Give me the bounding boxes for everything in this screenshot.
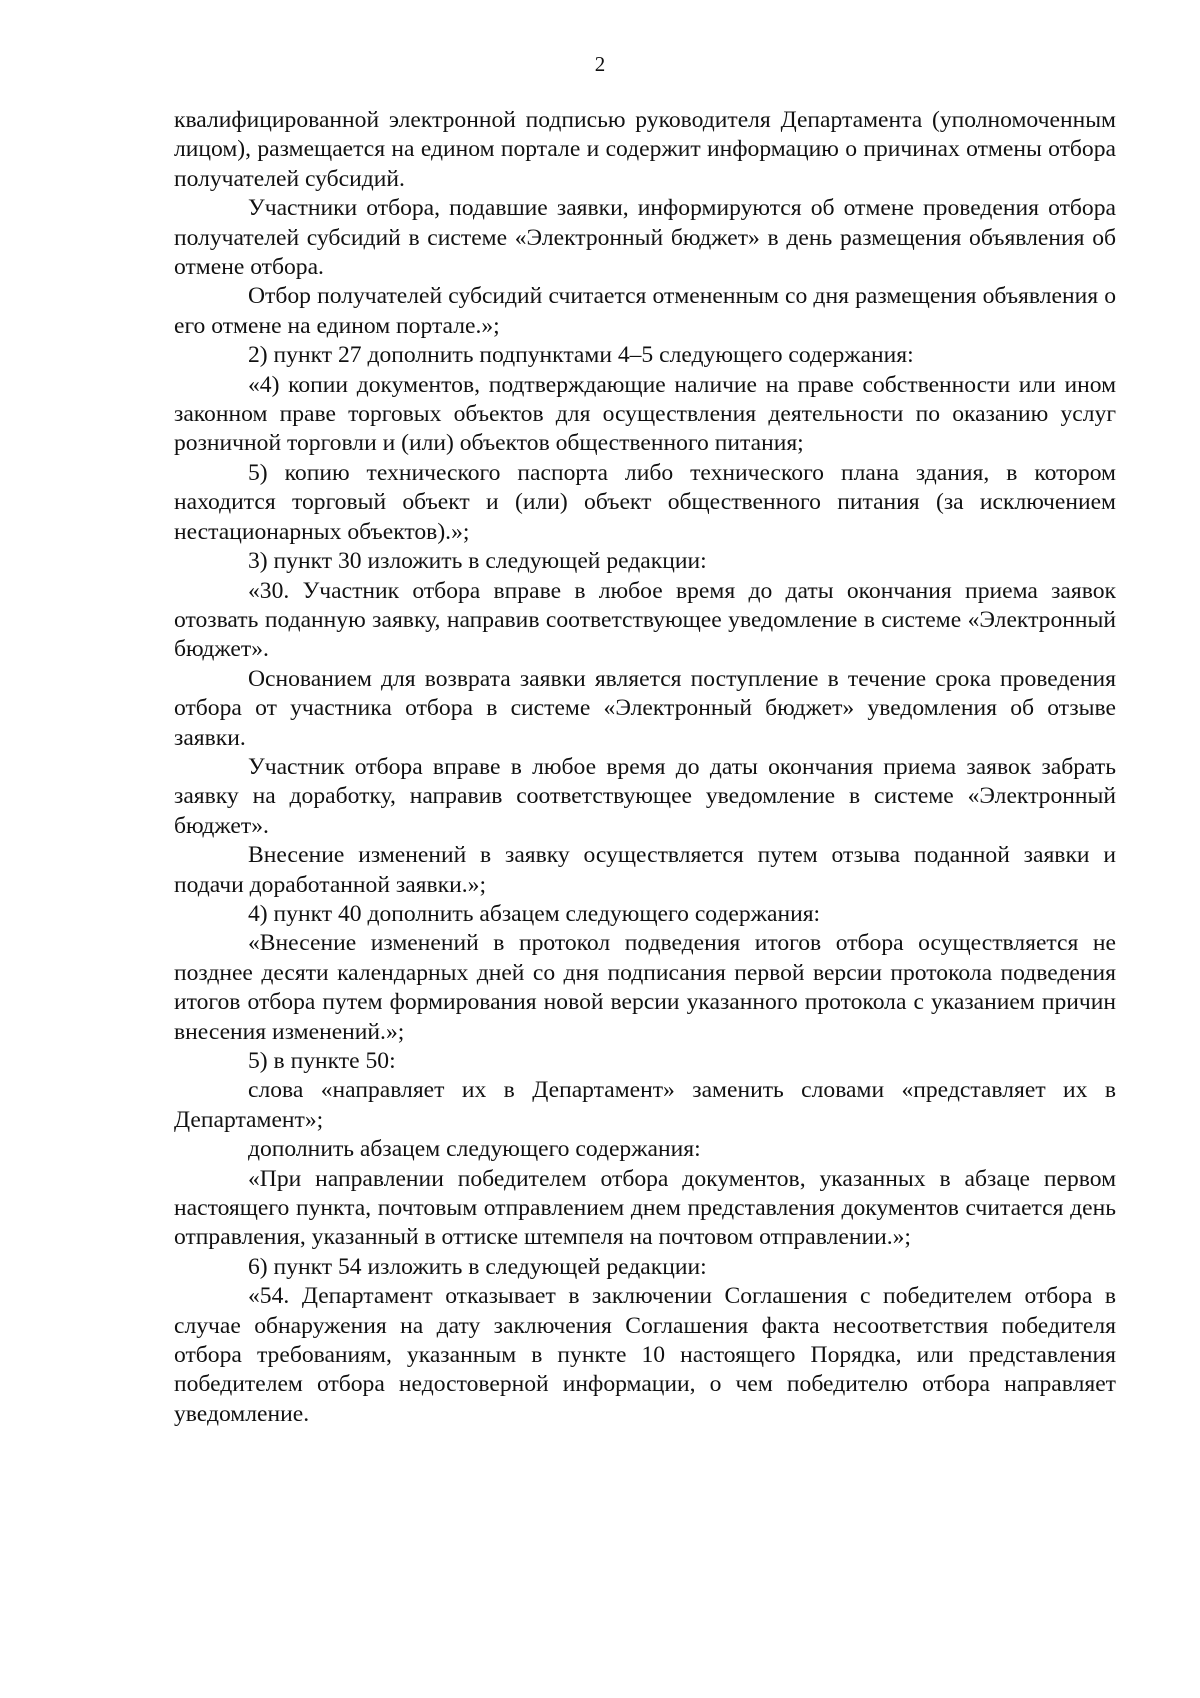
paragraph-11: Внесение изменений в заявку осуществляется путем отзыва поданной заявки и подачи доработанной заявки.»; xyxy=(174,842,1116,898)
paragraph-3: Отбор получателей субсидий считается отмененным со дня размещения объявления о его отмене на едином портале.»; xyxy=(174,283,1116,339)
paragraph-4: 2) пункт 27 дополнить подпунктами 4–5 следующего содержания: xyxy=(248,342,914,369)
paragraph-10: Участник отбора вправе в любое время до даты окончания приема заявок забрать заявку на доработку, направив соответствующее уведомление в системе «Электронный бюджет». xyxy=(174,753,1116,839)
paragraph-1: квалифицированной электронной подписью руководителя Департамента (уполномоченным лицом), размещается на едином портале и содержит информацию о причинах отмены отбора получателей субсидий. xyxy=(174,107,1116,192)
paragraph-5: «4) копии документов, подтверждающие наличие на праве собственности или ином законном праве торговых объектов для осуществления деятельности по оказанию услуг розничной торговли и (или) объектов общественного питания; xyxy=(174,371,1116,457)
document-body xyxy=(174,106,1116,1429)
paragraph-12: 4) пункт 40 дополнить абзацем следующего содержания: xyxy=(248,900,821,927)
paragraph-2: Участники отбора, подавшие заявки, информируются об отмене проведения отбора получателей субсидий в системе «Электронный бюджет» в день размещения объявления об отмене отбора. xyxy=(174,195,1116,281)
paragraph-13: «Внесение изменений в протокол подведения итогов отбора осуществляется не позднее десяти календарных дней со дня подписания первой версии протокола подведения итогов отбора путем формирования новой версии указанного протокола с указанием причин внесения изменений.»; xyxy=(174,930,1116,1045)
paragraph-9: Основанием для возврата заявки является поступление в течение срока проведения отбора от участника отбора в системе «Электронный бюджет» уведомления об отзыве заявки. xyxy=(174,665,1116,751)
paragraph-19: «54. Департамент отказывает в заключении Соглашения с победителем отбора в случае обнаружения на дату заключения Соглашения факта несоответствия победителя отбора требованиям, указанным в пункте 10 настоящего Порядка, или представления победителем отбора недостоверной информации, о чем победителю отбора направляет уведомление. xyxy=(174,1283,1116,1427)
paragraph-6: 5) копию технического паспорта либо технического плана здания, в котором находится торговый объект и (или) объект общественного питания (за исключением нестационарных объектов).»; xyxy=(174,459,1116,545)
paragraph-15: слова «направляет их в Департамент» заменить словами «представляет их в Департамент»; xyxy=(174,1077,1116,1133)
paragraph-14: 5) в пункте 50: xyxy=(248,1048,396,1074)
paragraph-18: 6) пункт 54 изложить в следующей редакции: xyxy=(248,1253,707,1280)
paragraph-17: «При направлении победителем отбора документов, указанных в абзаце первом настоящего пункта, почтовым отправлением днем представления документов считается день отправления, указанный в оттиске штемпеля на почтовом отправлении.»; xyxy=(174,1165,1116,1251)
paragraph-8: «30. Участник отбора вправе в любое время до даты окончания приема заявок отозвать поданную заявку, направив соответствующее уведомление в системе «Электронный бюджет». xyxy=(174,577,1116,663)
paragraph-7: 3) пункт 30 изложить в следующей редакции: xyxy=(248,548,707,575)
page-number: 2 xyxy=(594,52,606,76)
paragraph-16: дополнить абзацем следующего содержания: xyxy=(248,1136,701,1163)
